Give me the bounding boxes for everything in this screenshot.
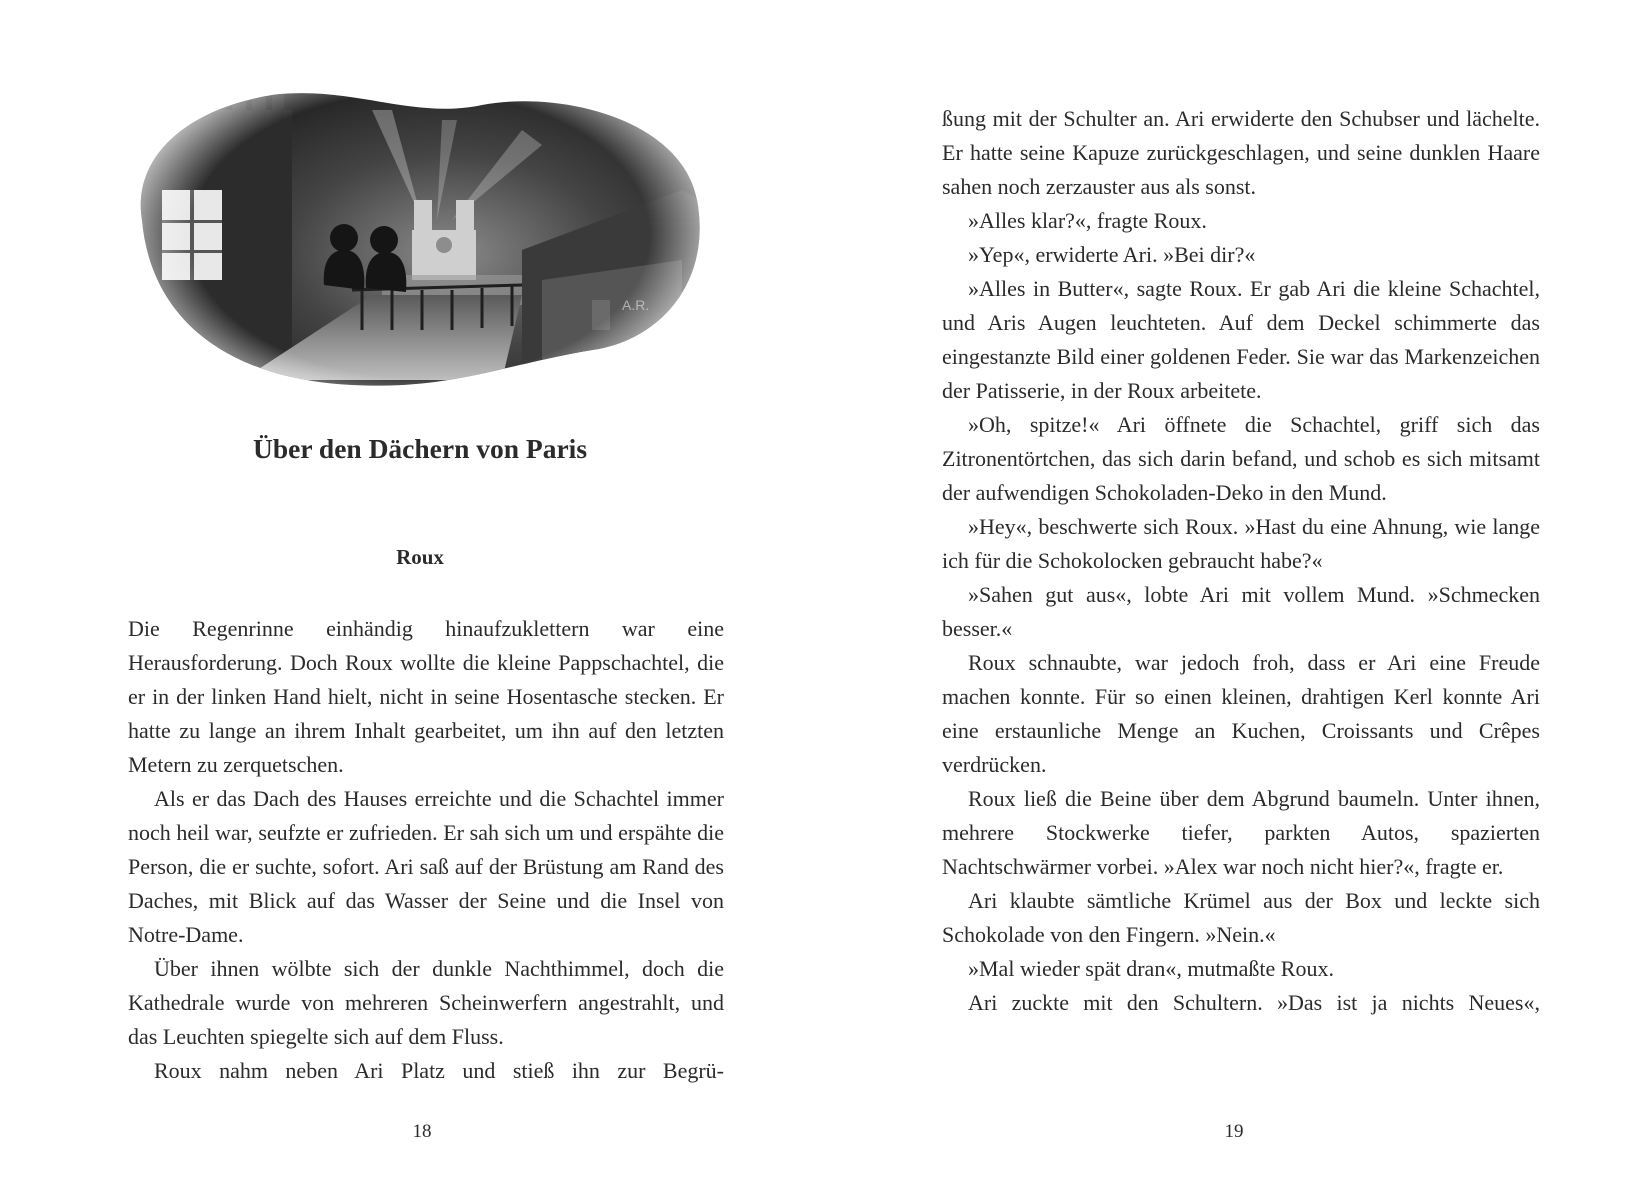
paragraph: »Yep«, erwiderte Ari. »Bei dir?«	[968, 242, 1256, 267]
paragraph: »Sahen gut aus«, lobte Ari mit vollem Mund. »Schmecken besser.«	[942, 582, 1540, 641]
paragraph: Über ihnen wölbte sich der dunkle Nachthimmel, doch die Kathedrale wurde von mehreren Scheinwerfern angestrahlt, und das Leuchten spiegelte sich auf dem Fluss.	[128, 956, 724, 1049]
paragraph: Roux schnaubte, war jedoch froh, dass er Ari eine Freude machen konnte. Für so einen kleinen, drahtigen Kerl konnte Ari eine erstaunliche Menge an Kuchen, Croissants und Crêpes verdrücken.	[942, 650, 1540, 777]
paragraph: Ari zuckte mit den Schultern. »Das ist ja nichts Neues«,	[968, 990, 1540, 1015]
left-page-text	[128, 612, 724, 1088]
section-title: Roux	[396, 545, 444, 569]
page-number: 19	[1224, 1121, 1244, 1142]
paragraph: »Oh, spitze!« Ari öffnete die Schachtel, griff sich das Zitronentörtchen, das sich darin befand, und schob es sich mitsamt der aufwendigen Schokoladen-Deko in den Mund.	[942, 412, 1540, 505]
paragraph: Roux nahm neben Ari Platz und stieß ihn zur Begrü-	[154, 1058, 724, 1083]
paragraph: »Mal wieder spät dran«, mutmaßte Roux.	[968, 956, 1334, 981]
paragraph: Roux ließ die Beine über dem Abgrund baumeln. Unter ihnen, mehrere Stockwerke tiefer, parkten Autos, spazierten Nachtschwärmer vorbei. »Alex war noch nicht hier?«, fragte er.	[942, 786, 1540, 879]
right-page	[819, 0, 1638, 1192]
paragraph: ßung mit der Schulter an. Ari erwiderte den Schubser und lächelte. Er hatte seine Kapuze zurückgeschlagen, und seine dunklen Haare sahen noch zerzauster aus als sonst.	[942, 106, 1540, 199]
paragraph: »Alles klar?«, fragte Roux.	[968, 208, 1207, 233]
paragraph: Die Regenrinne einhändig hinaufzuklettern war eine Herausforderung. Doch Roux wollte die kleine Pappschachtel, die er in der linken Hand hielt, nicht in seine Hosentasche stecken. Er hatte zu lange an ihrem Inhalt gearbeitet, um ihn auf den letzten Metern zu zerquetschen.	[128, 616, 724, 777]
chapter-title: Über den Dächern von Paris	[252, 433, 588, 464]
right-page-text	[942, 102, 1540, 1020]
rooftop-illustration	[122, 50, 718, 420]
paragraph: Ari klaubte sämtliche Krümel aus der Box und leckte sich Schokolade von den Fingern. »Nein.«	[942, 888, 1540, 947]
paragraph: »Hey«, beschwerte sich Roux. »Hast du eine Ahnung, wie lange ich für die Schokolocken gebraucht habe?«	[942, 514, 1540, 573]
paragraph: Als er das Dach des Hauses erreichte und die Schachtel immer noch heil war, seufzte er zufrieden. Er sah sich um und erspähte die Person, die er suchte, sofort. Ari saß auf der Brüstung am Rand des Daches, mit Blick auf das Wasser der Seine und die Insel von Notre-Dame.	[128, 786, 724, 947]
page-number: 18	[412, 1121, 432, 1142]
paragraph: »Alles in Butter«, sagte Roux. Er gab Ari die kleine Schachtel, und Aris Augen leuchteten. Auf dem Deckel schimmerte das eingestanzte Bild einer goldenen Feder. Sie war das Markenzeichen der Patisserie, in der Roux arbeitete.	[942, 276, 1540, 403]
